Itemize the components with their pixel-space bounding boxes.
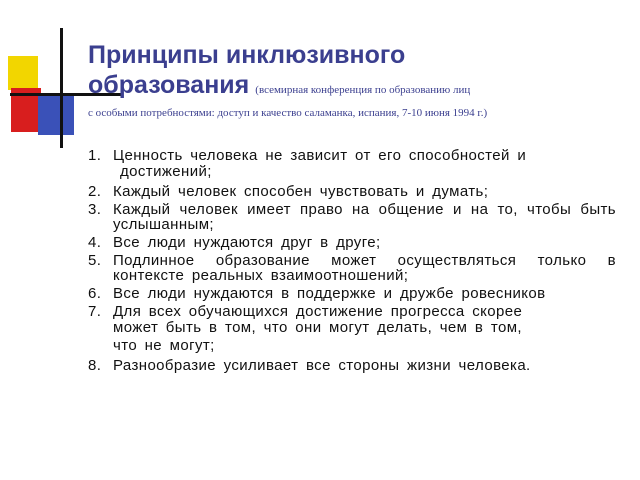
list-item: [88, 235, 616, 250]
blue-square-decoration: [38, 95, 74, 135]
item-number: 1.: [88, 147, 102, 164]
list-item: [88, 304, 616, 355]
title-line-2: [88, 70, 628, 105]
yellow-square-decoration: [8, 56, 38, 90]
slide-title: [88, 40, 628, 121]
item-text: Все люди нуждаются друг в друге;: [113, 234, 381, 251]
item-text: Для всех обучающихся достижение прогресса скорее: [113, 303, 523, 320]
item-number: 8.: [88, 357, 102, 374]
list-item: [88, 202, 616, 232]
list-item: [88, 148, 616, 181]
item-number: 7.: [88, 303, 102, 320]
item-number: 5.: [88, 252, 102, 269]
item-number: 6.: [88, 285, 102, 302]
item-text: Каждый человек имеет право на общение и на то, чтобы быть услышанным;: [113, 201, 616, 233]
item-text: Подлинное образование может осуществляться только в контексте реальных взаимоотношений;: [113, 252, 616, 284]
item-text-continued: может быть в том, что они могут делать, чем в том,: [113, 319, 522, 336]
item-text-continued: достижений;: [120, 163, 212, 180]
principles-list: [88, 148, 616, 376]
item-number: 4.: [88, 234, 102, 251]
list-item: [88, 253, 616, 283]
item-text: Каждый человек способен чувствовать и думать;: [113, 183, 489, 200]
title-subtitle-line-2: с особыми потребностями: доступ и качество саламанка, испания, 7-10 июня 1994 г.): [88, 107, 488, 119]
item-text-continued: что не могут;: [113, 337, 215, 354]
list-item: [88, 286, 616, 301]
item-number: 2.: [88, 183, 102, 200]
item-number: 3.: [88, 201, 102, 218]
item-text: Ценность человека не зависит от его способностей и: [113, 147, 527, 164]
vertical-line-decoration: [60, 28, 63, 148]
list-item: [88, 358, 616, 373]
title-subtitle-inline: (всемирная конференция по образованию лиц: [255, 84, 471, 96]
item-text: Все люди нуждаются в поддержке и дружбе ровесников: [113, 285, 546, 302]
title-line-1: Принципы инклюзивного: [88, 41, 406, 69]
item-text: Разнообразие усиливает все стороны жизни человека.: [113, 357, 531, 374]
title-word: образования: [88, 71, 250, 99]
list-item: [88, 184, 616, 199]
